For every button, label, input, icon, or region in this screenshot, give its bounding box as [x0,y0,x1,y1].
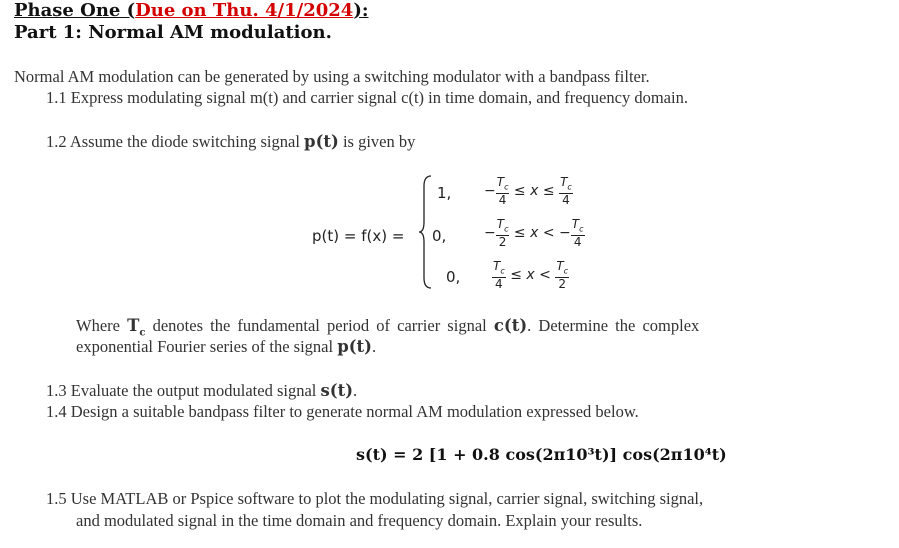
intro-text: Normal AM modulation can be generated by using a switching modulator with a bandpass filter. [14,67,650,86]
q12-symbol: p(t) [304,132,339,151]
where-line-2: exponential Fourier series of the signal p(t). [76,337,377,356]
case-condition-2: − $\frac{T_c}{2}$ ≤ x < − $\frac{T_c}{4}$ [484,217,584,250]
case-condition-3: $\frac{T_c}{4}$ ≤ x < $\frac{T_c}{2}$ [493,259,569,292]
phase-title [14,0,368,21]
q12-suffix: is given by [338,132,416,151]
piecewise-lhs: p(t) = f(x) = [312,227,405,245]
question-1-1: 1.1 Express modulating signal m(t) and carrier signal c(t) in time domain, and frequency domain. [46,88,688,107]
case-value-3: 0, [446,268,461,286]
case-value-2: 0, [432,227,447,245]
phase-prefix: Phase One ( [14,0,136,21]
case-value-1: 1, [437,184,452,202]
question-1-2 [46,132,415,152]
tc-symbol: $T_c$ [127,316,146,339]
due-date: Due on Thu. 4/1/2024 [135,0,354,21]
where-line-1: Where $T_c$ denotes the fundamental period of carrier signal c(t). Determine the complex [76,316,700,339]
part-title: Part 1: Normal AM modulation. [14,22,332,43]
question-1-5-line-1: 1.5 Use MATLAB or Pspice software to plot the modulating signal, carrier signal, switching signal, [46,489,704,508]
case-condition-1: − $\frac{T_c}{4}$ ≤ x ≤ $\frac{T_c}{4}$ [484,175,572,208]
q12-prefix: 1.2 Assume the diode switching signal [46,132,305,151]
question-1-3: 1.3 Evaluate the output modulated signal s(t). [46,381,358,400]
question-1-5-line-2: and modulated signal in the time domain and frequency domain. Explain your results. [76,511,643,530]
question-1-4: 1.4 Design a suitable bandpass filter to generate normal AM modulation expressed below. [46,402,639,421]
am-equation: s(t) = 2 [1 + 0.8 cos(2π10³t)] cos(2π10⁴t) [356,445,727,464]
phase-suffix: ): [353,0,369,21]
